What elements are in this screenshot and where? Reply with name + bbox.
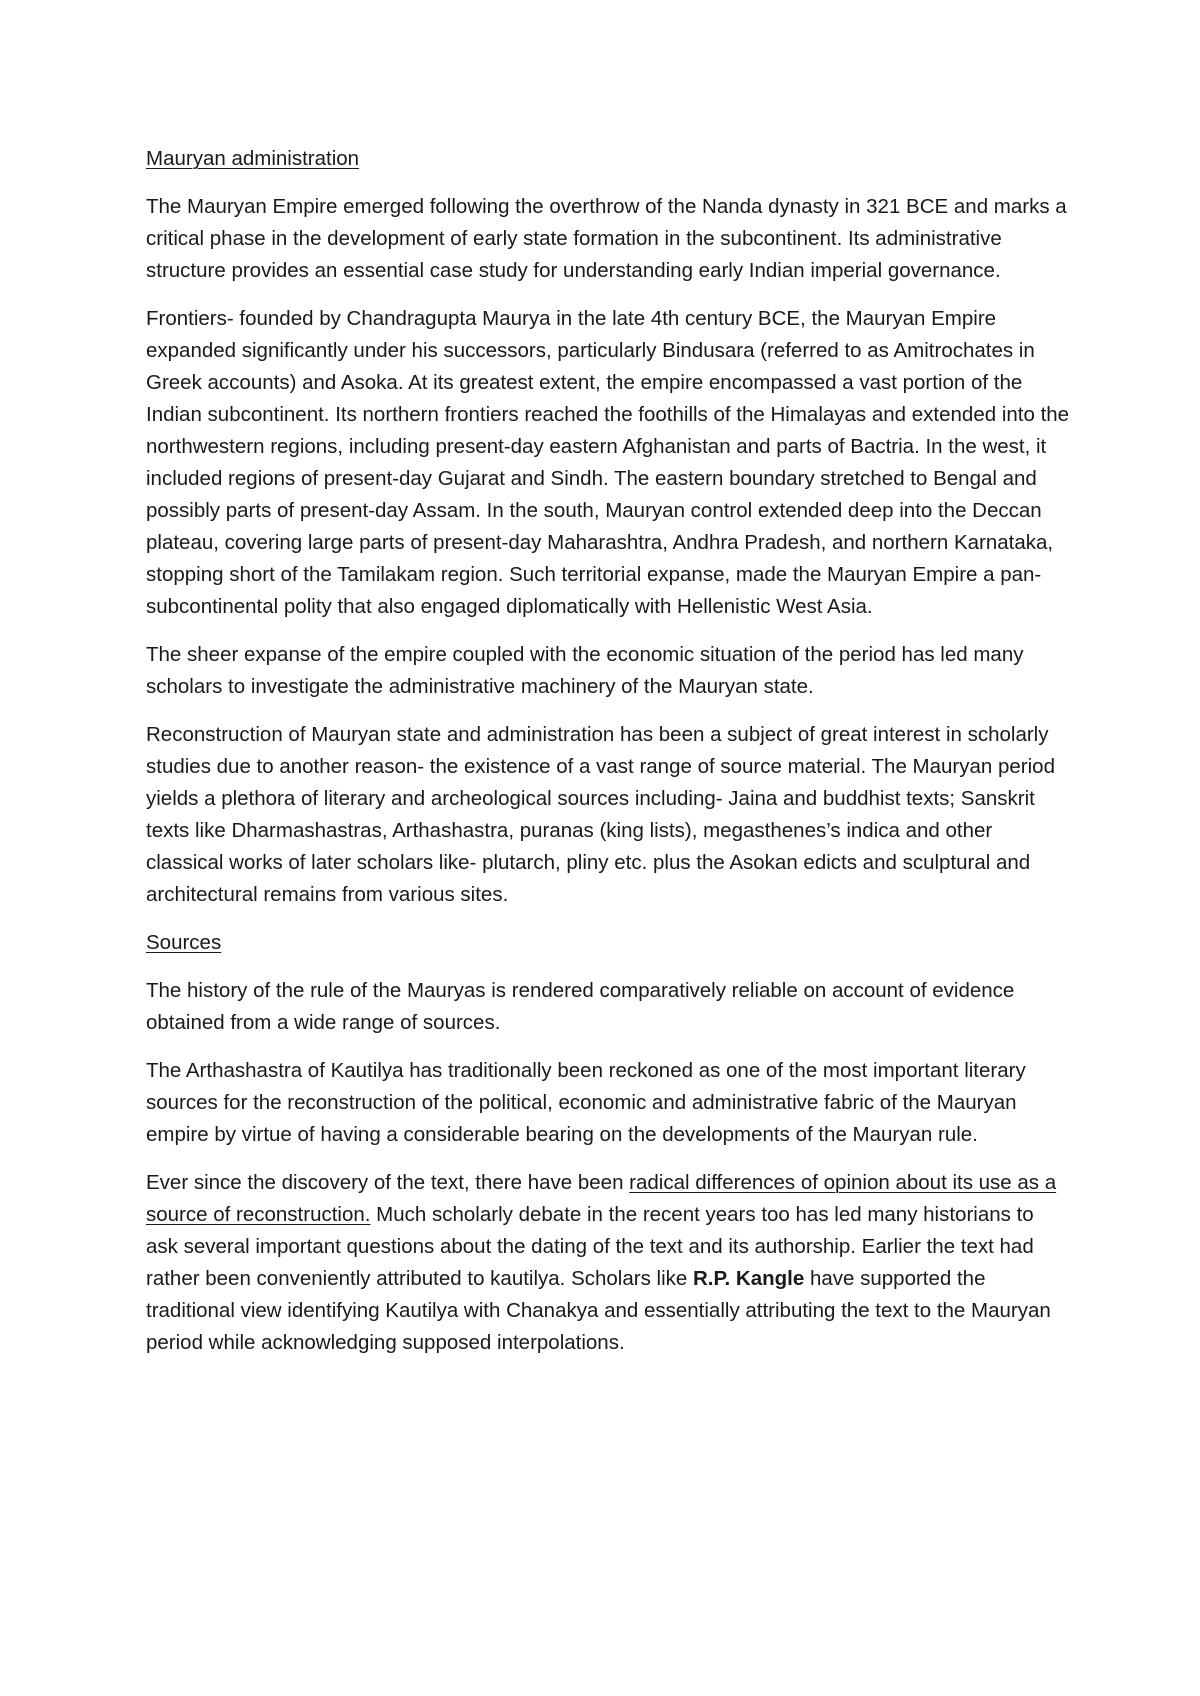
paragraph-expanse: The sheer expanse of the empire coupled with the economic situation of the period has led many scholars to investigate the administrative machinery of the Mauryan state. [146,643,1024,698]
paragraph-frontiers: Frontiers- founded by Chandragupta Maurya in the late 4th century BCE, the Mauryan Empire expanded significantly under his successors, particularly Bindusara (referred to as Amitrochates in Greek accounts) and Asoka. At its greatest extent, the empire encompassed a vast portion of the Indian subcontinent. Its northern frontiers reached the foothills of the Himalayas and extended into the northwestern regions, including present-day eastern Afghanistan and parts of Bactria. In the west, it included regions of present-day Gujarat and Sindh. The eastern boundary stretched to Bengal and possibly parts of present-day Assam. In the south, Mauryan control extended deep into the Deccan plateau, covering large parts of present-day Maharashtra, Andhra Pradesh, and northern Karnataka, stopping short of the Tamilakam region. Such territorial expanse, made the Mauryan Empire a pan-subcontinental polity that also engaged diplomatically with Hellenistic West Asia. [146,307,1070,618]
debate-text-2: Much scholarly debate in the recent years too has led many historians to ask several important questions about the dating of the text and its authorship. Earlier the text had rather been conveniently attributed to kautilya. Scholars like [146,1203,1034,1290]
debate-text-3: have supported the traditional view identifying Kautilya with Chanakya and essentially attributing the text to the Mauryan period while acknowledging supposed interpolations. [146,1267,1051,1354]
paragraph-arthashastra: The Arthashastra of Kautilya has traditionally been reckoned as one of the most important literary sources for the reconstruction of the political, economic and administrative fabric of the Mauryan empire by virtue of having a considerable bearing on the developments of the Mauryan rule. [146,1059,1026,1146]
debate-underlined-text: radical differences of opinion about its use as a source of reconstruction. [146,1171,1057,1226]
paragraph-intro: The Mauryan Empire emerged following the overthrow of the Nanda dynasty in 321 BCE and marks a critical phase in the development of early state formation in the subcontinent. Its administrative structure provides an essential case study for understanding early Indian imperial governance. [146,195,1067,282]
debate-text-1: Ever since the discovery of the text, there have been [146,1171,630,1194]
scholar-name-kangle: R.P. Kangle [692,1267,805,1290]
paragraph-reconstruction: Reconstruction of Mauryan state and administration has been a subject of great interest in scholarly studies due to another reason- the existence of a vast range of source material. The Mauryan period yields a plethora of literary and archeological sources including- Jaina and buddhist texts; Sanskrit texts like Dharmashastras, Arthashastra, puranas (king lists), megasthenes’s indica and other classical works of later scholars like- plutarch, pliny etc. plus the Asokan edicts and sculptural and architectural remains from various sites. [146,723,1055,906]
paragraph-sources-reliability: The history of the rule of the Mauryas is rendered comparatively reliable on account of evidence obtained from a wide range of sources. [146,979,1015,1034]
heading-sources: Sources [146,931,222,954]
paragraph-debate [146,1167,1071,1359]
document-page [146,143,1071,1375]
heading-mauryan-administration: Mauryan administration [146,147,360,170]
